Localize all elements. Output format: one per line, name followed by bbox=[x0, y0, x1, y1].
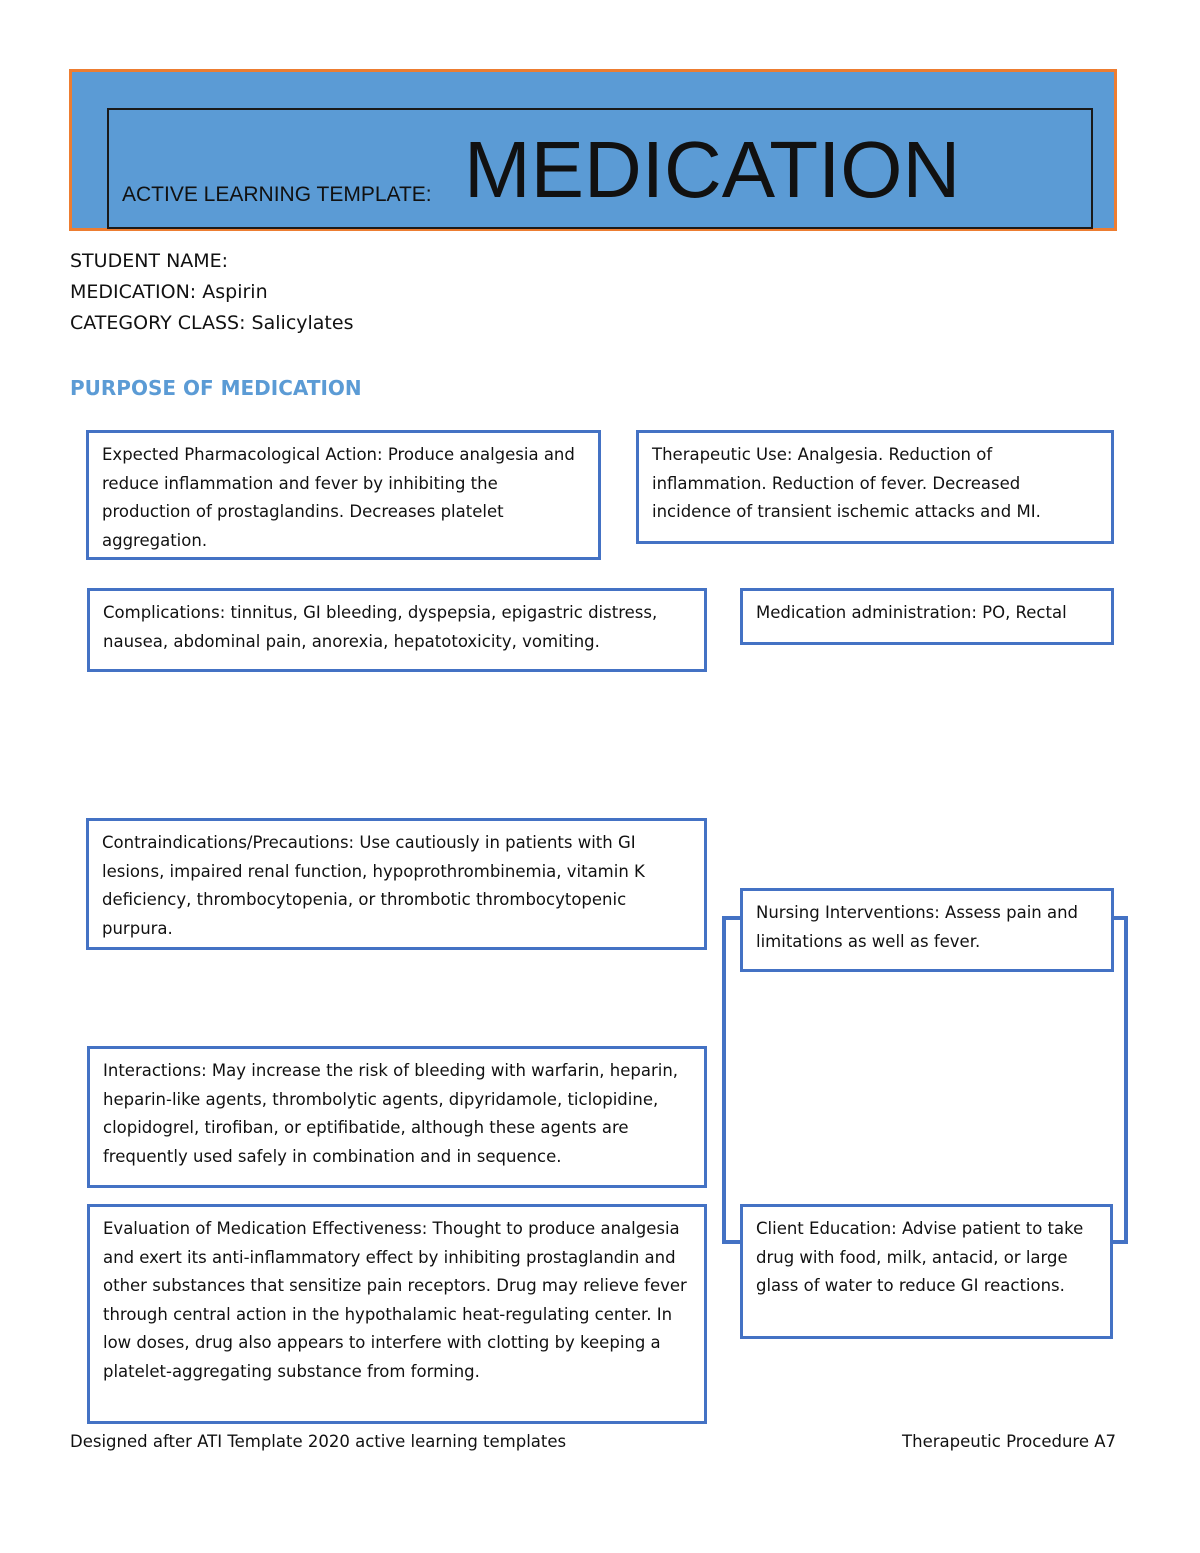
purpose-heading: PURPOSE OF MEDICATION bbox=[70, 376, 362, 400]
header-title: MEDICATION bbox=[464, 125, 961, 214]
footer-right: Therapeutic Procedure A7 bbox=[902, 1432, 1116, 1451]
header-inner-frame bbox=[107, 108, 1093, 229]
evaluation-box: Evaluation of Medication Effectiveness: Thought to produce analgesia and exert its anti-inflammatory effect by inhibiting prostaglandin and other substances that sensitize pain receptors. Drug may relieve fever through central action in the hypothalamic heat-regulating center. In low doses, drug also appears to interfere with clotting by keeping a platelet-aggregating substance from forming. bbox=[87, 1204, 707, 1424]
category-class-line: CATEGORY CLASS: Salicylates bbox=[70, 312, 354, 334]
interactions-box: Interactions: May increase the risk of bleeding with warfarin, heparin, heparin-like agents, thrombolytic agents, dipyridamole, ticlopidine, clopidogrel, tirofiban, or eptifibatide, although these agents are frequently used safely in combination and in sequence. bbox=[87, 1046, 707, 1188]
complications-box: Complications: tinnitus, GI bleeding, dyspepsia, epigastric distress, nausea, abdominal pain, anorexia, hepatotoxicity, vomiting. bbox=[87, 588, 707, 672]
medication-line: MEDICATION: Aspirin bbox=[70, 281, 268, 303]
therapeutic-use-box: Therapeutic Use: Analgesia. Reduction of inflammation. Reduction of fever. Decreased incidence of transient ischemic attacks and MI. bbox=[636, 430, 1114, 544]
expected-action-box: Expected Pharmacological Action: Produce analgesia and reduce inflammation and fever by inhibiting the production of prostaglandins. Decreases platelet aggregation. bbox=[86, 430, 601, 560]
client-education-box: Client Education: Advise patient to take drug with food, milk, antacid, or large glass of water to reduce GI reactions. bbox=[740, 1204, 1113, 1339]
footer-left: Designed after ATI Template 2020 active learning templates bbox=[70, 1432, 567, 1451]
header-prefix: ACTIVE LEARNING TEMPLATE: bbox=[122, 183, 432, 206]
administration-box: Medication administration: PO, Rectal bbox=[740, 588, 1114, 645]
nursing-interventions-box: Nursing Interventions: Assess pain and limitations as well as fever. bbox=[740, 888, 1114, 972]
contraindications-box: Contraindications/Precautions: Use cautiously in patients with GI lesions, impaired renal function, hypoprothrombinemia, vitamin K deficiency, thrombocytopenia, or thrombotic thrombocytopenic purpura. bbox=[86, 818, 707, 950]
student-name-line: STUDENT NAME: bbox=[70, 250, 229, 272]
template-header bbox=[69, 69, 1117, 231]
